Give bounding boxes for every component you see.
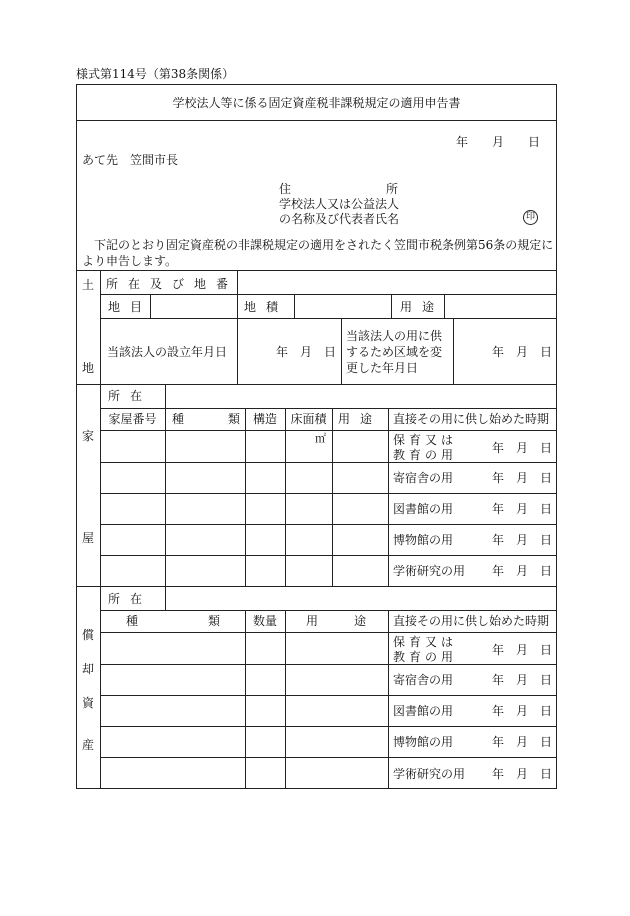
land-use-field[interactable] bbox=[445, 295, 556, 318]
land-chimoku-label: 地目 bbox=[108, 300, 153, 314]
land-location-label: 所在及び地番 bbox=[106, 277, 239, 291]
addressee: あて先 笠間市長 bbox=[82, 153, 179, 167]
land-use-label: 用途 bbox=[400, 300, 445, 314]
dep-row3-month[interactable]: 月 bbox=[516, 704, 529, 718]
land-area-field[interactable] bbox=[295, 295, 390, 318]
dep-row2-month[interactable]: 月 bbox=[516, 673, 529, 687]
house-row4-year[interactable]: 年 bbox=[492, 533, 505, 547]
dep-row5-day[interactable]: 日 bbox=[540, 767, 553, 781]
change-day-field[interactable]: 日 bbox=[540, 345, 553, 359]
statement-line1: 下記のとおり固定資産税の非課税規定の適用をされたく笠間市税条例第56条の規定に bbox=[94, 238, 554, 252]
dep-row3-year[interactable]: 年 bbox=[492, 704, 505, 718]
address-label-b: 所 bbox=[386, 182, 399, 196]
dep-row5-month[interactable]: 月 bbox=[516, 767, 529, 781]
section-label-column bbox=[100, 270, 101, 789]
house-row5-day[interactable]: 日 bbox=[540, 564, 553, 578]
depreciable-header-kind-b: 類 bbox=[208, 614, 221, 628]
change-date-label-l1: 当該法人の用に供 bbox=[346, 329, 443, 343]
house-row1-year[interactable]: 年 bbox=[492, 441, 505, 455]
depreciable-label-4: 産 bbox=[81, 738, 94, 752]
house-label-bottom: 屋 bbox=[81, 531, 94, 545]
dep-row2-year[interactable]: 年 bbox=[492, 673, 505, 687]
depreciable-use-museum: 博物館の用 bbox=[393, 735, 454, 749]
land-label-top: 土 bbox=[81, 278, 94, 292]
house-header-kind-b: 類 bbox=[228, 412, 241, 426]
seal-mark: 印 bbox=[523, 210, 538, 225]
depreciable-label-2: 却 bbox=[81, 662, 94, 676]
depreciable-header-quantity: 数量 bbox=[252, 614, 277, 628]
dep-row1-year[interactable]: 年 bbox=[492, 643, 505, 657]
house-header-use: 用途 bbox=[337, 412, 382, 426]
dep-row4-day[interactable]: 日 bbox=[540, 735, 553, 749]
house-row5-year[interactable]: 年 bbox=[492, 564, 505, 578]
land-location-field[interactable] bbox=[238, 271, 556, 294]
house-use-education-l2: 教育の用 bbox=[393, 448, 458, 462]
depreciable-use-research: 学術研究の用 bbox=[393, 767, 466, 781]
depreciable-use-library: 図書館の用 bbox=[393, 704, 454, 718]
form-title: 学校法人等に係る固定資産税非課税規定の適用申告書 bbox=[172, 96, 461, 110]
house-row3-year[interactable]: 年 bbox=[492, 502, 505, 516]
land-area-label: 地積 bbox=[244, 300, 289, 314]
depreciable-use-dormitory: 寄宿舎の用 bbox=[393, 673, 454, 687]
establish-date-label: 当該法人の設立年月日 bbox=[107, 345, 228, 359]
title-divider bbox=[76, 120, 557, 121]
house-label-top: 家 bbox=[81, 429, 94, 443]
date-day-field[interactable]: 日 bbox=[528, 135, 541, 149]
house-row2-month[interactable]: 月 bbox=[516, 471, 529, 485]
statement-line2: より申告します。 bbox=[82, 254, 178, 268]
form-number-label: 様式第114号（第38条関係） bbox=[76, 67, 235, 81]
house-header-number: 家屋番号 bbox=[108, 412, 157, 426]
depreciable-use-education-l1: 保育又は bbox=[393, 635, 458, 649]
depreciable-header-use-a: 用 bbox=[306, 614, 319, 628]
house-row5-month[interactable]: 月 bbox=[516, 564, 529, 578]
depreciable-location-field[interactable] bbox=[166, 587, 556, 610]
house-row2-year[interactable]: 年 bbox=[492, 471, 505, 485]
house-use-museum: 博物館の用 bbox=[393, 533, 454, 547]
change-month-field[interactable]: 月 bbox=[516, 345, 529, 359]
change-date-label-l2: するため区域を変 bbox=[346, 345, 443, 359]
dep-row1-month[interactable]: 月 bbox=[516, 643, 529, 657]
dep-row4-year[interactable]: 年 bbox=[492, 735, 505, 749]
house-location-label: 所在 bbox=[108, 389, 153, 403]
date-month-field[interactable]: 月 bbox=[492, 135, 505, 149]
house-use-library: 図書館の用 bbox=[393, 502, 454, 516]
house-header-kind-a: 種 bbox=[172, 412, 185, 426]
house-location-field[interactable] bbox=[166, 385, 556, 408]
establish-year-field[interactable]: 年 bbox=[276, 345, 289, 359]
house-row4-month[interactable]: 月 bbox=[516, 533, 529, 547]
depreciable-header-kind-a: 種 bbox=[126, 614, 139, 628]
house-row3-day[interactable]: 日 bbox=[540, 502, 553, 516]
date-year-field[interactable]: 年 bbox=[456, 135, 469, 149]
dep-row4-month[interactable]: 月 bbox=[516, 735, 529, 749]
depreciable-label-1: 償 bbox=[81, 628, 94, 642]
house-use-education-l1: 保育又は bbox=[393, 433, 458, 447]
house-use-research: 学術研究の用 bbox=[393, 564, 466, 578]
corporation-label-line1: 学校法人又は公益法人 bbox=[279, 197, 400, 211]
dep-row5-year[interactable]: 年 bbox=[492, 767, 505, 781]
house-row1-day[interactable]: 日 bbox=[540, 441, 553, 455]
house-row4-day[interactable]: 日 bbox=[540, 533, 553, 547]
establish-day-field[interactable]: 日 bbox=[324, 345, 337, 359]
house-header-start-period: 直接その用に供し始めた時期 bbox=[393, 412, 550, 426]
house-row3-month[interactable]: 月 bbox=[516, 502, 529, 516]
dep-row2-day[interactable]: 日 bbox=[540, 673, 553, 687]
depreciable-use-education-l2: 教育の用 bbox=[393, 650, 458, 664]
depreciable-header-start-period: 直接その用に供し始めた時期 bbox=[393, 614, 550, 628]
house-use-dormitory: 寄宿舎の用 bbox=[393, 471, 454, 485]
house-header-structure: 構造 bbox=[252, 412, 277, 426]
change-year-field[interactable]: 年 bbox=[492, 345, 505, 359]
house-header-floor-area: 床面積 bbox=[290, 412, 327, 426]
corporation-label-line2: の名称及び代表者氏名 bbox=[279, 212, 400, 226]
depreciable-label-3: 資 bbox=[81, 696, 94, 710]
land-label-bottom: 地 bbox=[81, 361, 94, 375]
change-date-label-l3: 更した年月日 bbox=[346, 361, 419, 375]
depreciable-header-use-b: 途 bbox=[354, 614, 367, 628]
land-chimoku-field[interactable] bbox=[150, 295, 236, 318]
establish-month-field[interactable]: 月 bbox=[300, 345, 313, 359]
house-row1-month[interactable]: 月 bbox=[516, 441, 529, 455]
dep-row3-day[interactable]: 日 bbox=[540, 704, 553, 718]
address-label-a: 住 bbox=[279, 182, 292, 196]
house-row2-day[interactable]: 日 bbox=[540, 471, 553, 485]
dep-row1-day[interactable]: 日 bbox=[540, 643, 553, 657]
depreciable-location-label: 所在 bbox=[108, 592, 153, 606]
area-unit: ㎡ bbox=[315, 432, 326, 445]
